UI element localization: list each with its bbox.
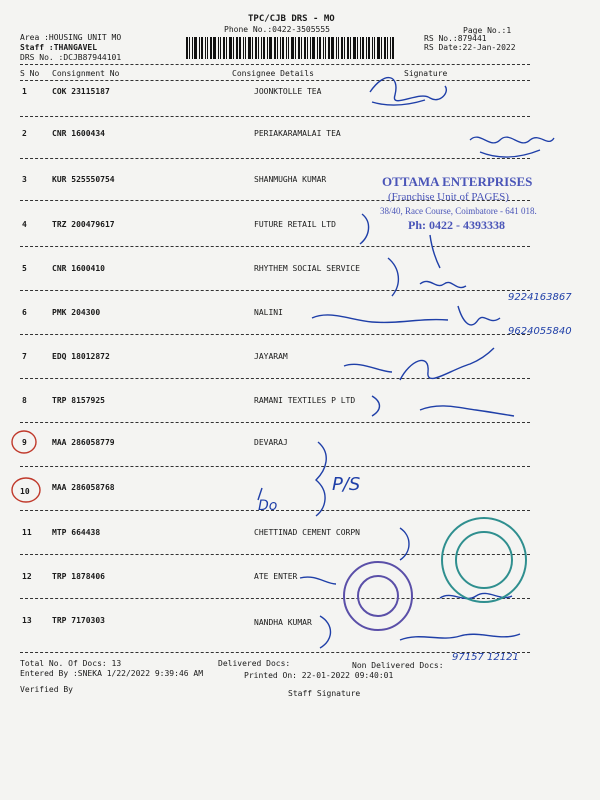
row-consignment-no: MAA 286058779 (52, 438, 115, 447)
area-field: Area :HOUSING UNIT MO (20, 33, 122, 42)
row-consignment-no: CNR 1600410 (52, 264, 105, 273)
barcode-bar (274, 37, 276, 59)
row-consignment-no: TRP 7170303 (52, 616, 105, 625)
barcode-bar (189, 37, 190, 59)
row-consignee: NALINI (254, 308, 283, 317)
barcode-bar (277, 37, 278, 59)
row-consignment-no: COK 23115187 (52, 87, 110, 96)
row-consignee: CHETTINAD CEMENT CORPN (254, 528, 360, 537)
signature-row-4 (360, 214, 440, 268)
row-consignment-no: MTP 664438 (52, 528, 101, 537)
barcode-bar (267, 37, 268, 59)
barcode-bar (353, 37, 356, 59)
row-divider (20, 554, 530, 555)
row-consignee: NANDHA KUMAR (254, 618, 312, 627)
barcode-bar (226, 37, 227, 59)
staff-field: Staff :THANGAVEL (20, 43, 98, 52)
phone-number: Phone No.:0422-3505555 (224, 25, 330, 34)
barcode-bar (323, 37, 324, 59)
handwritten-do: Do (258, 498, 278, 514)
row-consignment-no: TRP 1878406 (52, 572, 105, 581)
row-consignment-no: KUR 525550754 (52, 175, 115, 184)
row-consignee: ATE ENTER (254, 572, 298, 581)
barcode-bar (328, 37, 330, 59)
barcode-bar (223, 37, 225, 59)
barcode-bar (360, 37, 361, 59)
column-signature: Signature (404, 69, 448, 78)
row-consignee: FUTURE RETAIL LTD (254, 220, 336, 229)
rs-date: RS Date:22-Jan-2022 (424, 43, 516, 52)
barcode-bar (336, 37, 337, 59)
barcode-bar (312, 37, 315, 59)
row-consignee: JOONKTOLLE TEA (254, 87, 322, 96)
barcode-bar (331, 37, 334, 59)
stamp-line-2: (Franchise Unit of PAGES) (388, 191, 509, 203)
delivered-docs: Delivered Docs: (218, 659, 291, 668)
barcode-bar (205, 37, 206, 59)
signature-rows-9-10 (258, 442, 326, 516)
round-seal-left (344, 562, 412, 630)
barcode-bar (384, 37, 386, 59)
barcode-bar (210, 37, 212, 59)
barcode-bar (390, 37, 391, 59)
staff-signature: Staff Signature (288, 689, 361, 698)
barcode-bar (317, 37, 318, 59)
barcode-bar (236, 37, 238, 59)
barcode-bar (286, 37, 287, 59)
page-number: Page No.:1 (463, 26, 512, 35)
row-divider (20, 158, 530, 159)
row-sno: 5 (22, 264, 27, 273)
handwritten-phone-2: 9624055840 (508, 326, 572, 337)
barcode-bar (304, 37, 306, 59)
row-sno: 10 (20, 487, 30, 496)
barcode-bar (192, 37, 193, 59)
row-sno: 6 (22, 308, 27, 317)
row-consignment-no: TRZ 200479617 (52, 220, 115, 229)
column-consignment: Consignment No (52, 69, 120, 78)
row-consignment-no: TRP 8157925 (52, 396, 105, 405)
barcode-bar (307, 37, 308, 59)
handwritten-ps: P/S (332, 474, 361, 495)
row-consignment-no: EDQ 18012872 (52, 352, 110, 361)
printed-on: Printed On: 22-01-2022 09:40:01 (244, 671, 394, 680)
barcode-bar (233, 37, 234, 59)
barcode-bar (366, 37, 367, 59)
column-consignee: Consignee Details (232, 69, 314, 78)
barcode-bar (310, 37, 311, 59)
barcode-bar (344, 37, 345, 59)
non-delivered-docs: Non Delivered Docs: (352, 661, 444, 670)
barcode-bar (319, 37, 321, 59)
barcode-bar (255, 37, 257, 59)
row-consignment-no: CNR 1600434 (52, 129, 105, 138)
divider (20, 80, 530, 81)
signature-row-8 (372, 396, 514, 416)
barcode-bar (291, 37, 294, 59)
barcode-bar (377, 37, 380, 59)
row-divider (20, 116, 530, 117)
signature-row-1 (370, 78, 446, 105)
row-divider (20, 510, 530, 511)
barcode-bar (263, 37, 265, 59)
stamp-line-3: 38/40, Race Course, Coimbatore - 641 018. (380, 206, 537, 216)
signature-row-7 (344, 348, 494, 380)
row-divider (20, 200, 530, 201)
row-consignment-no: PMK 204300 (52, 308, 101, 317)
barcode-bar (207, 37, 208, 59)
barcode-bar (282, 37, 284, 59)
signature-row-11 (400, 528, 409, 560)
row-consignee: RAMANI TEXTILES P LTD (254, 396, 356, 405)
barcode (186, 37, 414, 59)
rs-number: RS No.:879441 (424, 34, 487, 43)
row-divider (20, 422, 530, 423)
round-seal-right (442, 518, 526, 602)
row-divider (20, 290, 530, 291)
row-consignee: RHYTHEM SOCIAL SERVICE (254, 264, 360, 273)
row-consignee: JAYARAM (254, 352, 288, 361)
barcode-bar (186, 37, 188, 59)
row-divider (20, 378, 530, 379)
barcode-bar (288, 37, 289, 59)
row-sno: 7 (22, 352, 27, 361)
barcode-bar (325, 37, 326, 59)
stamp-line-1: OTTAMA ENTERPRISES (382, 174, 533, 189)
row-sno: 9 (22, 438, 27, 447)
barcode-bar (368, 37, 370, 59)
row-sno: 2 (22, 129, 27, 138)
barcode-bar (347, 37, 349, 59)
row-divider (20, 598, 530, 599)
signature-row-2 (470, 137, 554, 157)
row-divider (20, 466, 530, 467)
row-sno: 13 (22, 616, 32, 625)
barcode-bar (239, 37, 241, 59)
row-sno: 12 (22, 572, 32, 581)
row-consignee: PERIAKARAMALAI TEA (254, 129, 341, 138)
barcode-bar (229, 37, 232, 59)
barcode-bar (338, 37, 339, 59)
verified-by: Verified By (20, 685, 73, 694)
barcode-bar (252, 37, 253, 59)
barcode-bar (220, 37, 221, 59)
barcode-bar (248, 37, 251, 59)
barcode-bar (301, 37, 302, 59)
signature-row-12 (300, 577, 512, 599)
row-consignee: SHANMUGHA KUMAR (254, 175, 327, 184)
barcode-bar (392, 37, 394, 59)
barcode-bar (362, 37, 364, 59)
row-divider (20, 334, 530, 335)
signature-row-6 (312, 306, 500, 325)
barcode-bar (372, 37, 373, 59)
company-stamp (380, 174, 537, 232)
barcode-bar (280, 37, 281, 59)
barcode-bar (199, 37, 200, 59)
barcode-bar (201, 37, 203, 59)
barcode-bar (295, 37, 296, 59)
barcode-bar (194, 37, 197, 59)
barcode-bar (350, 37, 351, 59)
entered-by: Entered By :SNEKA 1/22/2022 9:39:46 AM (20, 669, 204, 678)
handwritten-note-bottom: 97157 12121 (452, 652, 519, 663)
drs-number: DRS No. :DCJB87944101 (20, 53, 122, 62)
barcode-bar (243, 37, 244, 59)
document-title: TPC/CJB DRS - MO (248, 14, 335, 24)
row-sno: 11 (22, 528, 32, 537)
row-sno: 4 (22, 220, 27, 229)
barcode-bar (258, 37, 259, 59)
handwritten-phone-1: 9224163867 (508, 292, 572, 303)
barcode-bar (298, 37, 300, 59)
row-consignee: DEVARAJ (254, 438, 288, 447)
row-divider (20, 246, 530, 247)
column-sno: S No (20, 69, 40, 78)
barcode-bar (245, 37, 246, 59)
row-sno: 1 (22, 87, 27, 96)
barcode-bar (357, 37, 358, 59)
row-consignment-no: MAA 286058768 (52, 483, 115, 492)
signature-row-13 (320, 616, 520, 648)
row-sno: 3 (22, 175, 27, 184)
row-sno: 8 (22, 396, 27, 405)
barcode-bar (387, 37, 388, 59)
total-docs: Total No. Of Docs: 13 (20, 659, 122, 668)
barcode-bar (381, 37, 382, 59)
barcode-bar (261, 37, 262, 59)
barcode-bar (218, 37, 219, 59)
barcode-bar (213, 37, 216, 59)
barcode-bar (341, 37, 343, 59)
row-divider (20, 652, 530, 653)
barcode-bar (269, 37, 272, 59)
stamp-line-4: Ph: 0422 - 4393338 (408, 218, 505, 232)
barcode-bar (374, 37, 375, 59)
divider (20, 64, 530, 65)
